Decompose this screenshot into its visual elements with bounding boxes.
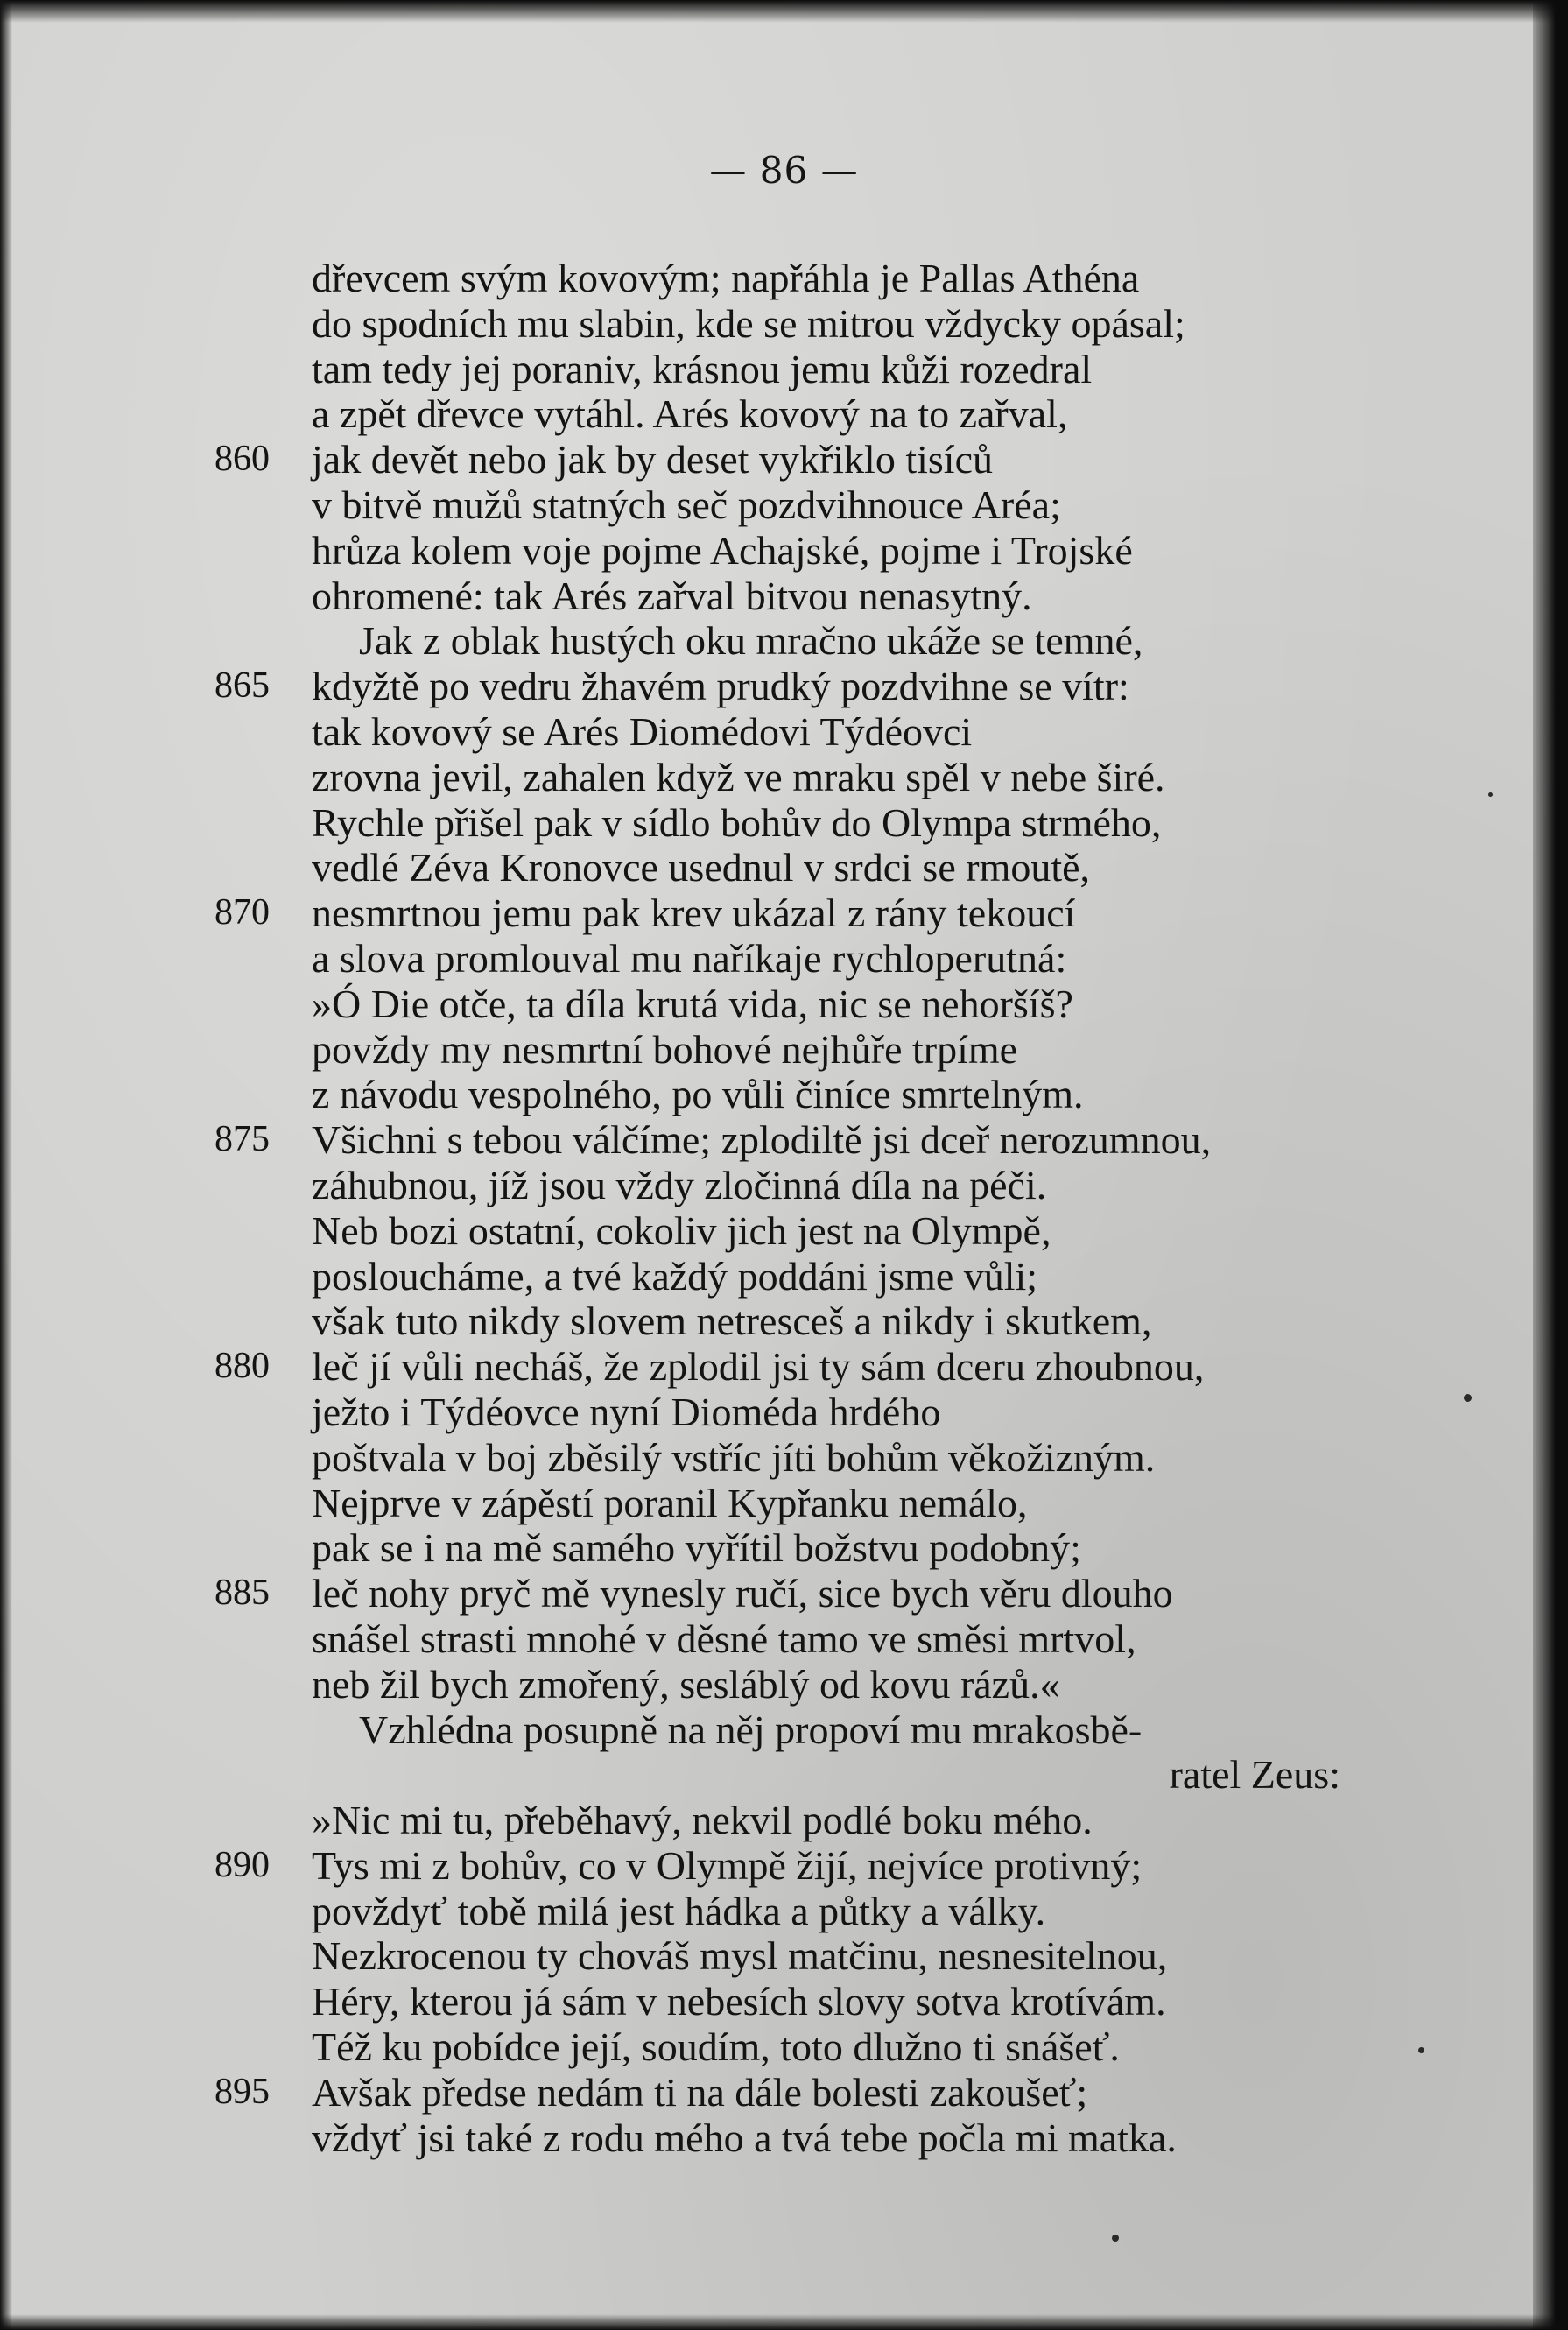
verse-text: vždyť jsi také z rodu mého a tvá tebe počla mi matka. — [312, 2115, 1177, 2160]
verse-text: Všichni s tebou válčíme; zplodiltě jsi dceř nerozumnou, — [312, 1117, 1212, 1163]
verse-text: nesmrtnou jemu pak krev ukázal z rány tekoucí — [312, 890, 1076, 936]
verse-text: z návodu vespolného, po vůli činíce smrtelným. — [312, 1072, 1084, 1117]
line-number: 885 — [214, 1573, 270, 1614]
verse-line — [0, 347, 1568, 392]
verse-line — [0, 1571, 1568, 1616]
verse-line — [0, 1798, 1568, 1843]
verse-line — [0, 890, 1568, 936]
verse-text: vedlé Zéva Kronovce usednul v srdci se rmoutě, — [312, 845, 1091, 890]
verse-line — [0, 2024, 1568, 2070]
verse-text: leč nohy pryč mě vynesly ručí, sice bych věru dlouho — [312, 1571, 1173, 1616]
line-number: 865 — [214, 665, 270, 707]
verse-text: dřevcem svým kovovým; napřáhla je Pallas Athéna — [312, 256, 1140, 300]
verse-text: snášel strasti mnohé v děsné tamo ve směsi mrtvol, — [312, 1616, 1136, 1661]
verse-text: »Nic mi tu, přeběhavý, nekvil podlé boku mého. — [312, 1798, 1093, 1843]
scan-speck — [1112, 2235, 1119, 2242]
verse-block — [0, 256, 1568, 2160]
verse-line — [0, 1707, 1568, 1753]
scan-edge-bottom — [0, 2314, 1568, 2330]
verse-text: »Ó Die otče, ta díla krutá vida, nic se nehoršíš? — [312, 981, 1073, 1026]
line-number: 870 — [214, 892, 270, 933]
verse-text: Héry, kterou já sám v nebesích slovy sotva krotívám. — [312, 1979, 1166, 2024]
line-number: 860 — [214, 439, 270, 480]
verse-text: záhubnou, jíž jsou vždy zločinná díla na péči. — [312, 1162, 1047, 1207]
verse-text: povždyť tobě milá jest hádka a půtky a války. — [312, 1888, 1046, 1933]
verse-line — [0, 1435, 1568, 1481]
verse-text: však tuto nikdy slovem netresceš a nikdy i skutkem, — [312, 1299, 1152, 1344]
line-number: 880 — [214, 1346, 270, 1387]
line-number: 875 — [214, 1119, 270, 1160]
verse-text: Tys mi z bohův, co v Olympě žijí, nejvíce protivný; — [312, 1842, 1143, 1888]
line-number: 895 — [214, 2071, 270, 2112]
verse-text: Avšak předse nedám ti na dále bolesti zakoušeť; — [312, 2069, 1088, 2115]
verse-line — [0, 528, 1568, 574]
verse-line — [0, 1889, 1568, 1934]
verse-line — [0, 1163, 1568, 1208]
verse-line — [0, 800, 1568, 846]
verse-line — [0, 709, 1568, 755]
verse-text: ratel Zeus: — [1169, 1752, 1340, 1798]
verse-line — [0, 664, 1568, 709]
verse-line — [0, 437, 1568, 482]
verse-text: ježto i Týdéovce nyní Dioméda hrdého — [312, 1389, 941, 1434]
verse-line — [0, 1843, 1568, 1889]
verse-line — [0, 845, 1568, 890]
verse-text: jak devět nebo jak by deset vykřiklo tisíců — [312, 437, 993, 482]
verse-line — [0, 1616, 1568, 1662]
verse-line — [0, 1117, 1568, 1163]
verse-line — [0, 1344, 1568, 1390]
verse-line — [0, 1525, 1568, 1571]
verse-text: Vzhlédna posupně na něj propoví mu mrakosbě- — [359, 1707, 1143, 1752]
verse-line — [0, 1027, 1568, 1073]
verse-line — [0, 2115, 1568, 2161]
verse-line — [0, 1752, 1568, 1798]
verse-text: zrovna jevil, zahalen když ve mraku spěl v nebe širé. — [312, 754, 1165, 799]
verse-text: a zpět dřevce vytáhl. Arés kovový na to zařval, — [312, 391, 1068, 437]
verse-text: Rychle přišel pak v sídlo bohův do Olympa strmého, — [312, 799, 1162, 845]
verse-line — [0, 1254, 1568, 1299]
verse-text: hrůza kolem voje pojme Achajské, pojme i Trojské — [312, 527, 1133, 573]
verse-line — [0, 256, 1568, 301]
verse-line — [0, 618, 1568, 664]
verse-text: pak se i na mě samého vyřítil božstvu podobný; — [312, 1525, 1081, 1571]
line-number: 890 — [214, 1844, 270, 1885]
verse-line — [0, 1933, 1568, 1979]
verse-line — [0, 482, 1568, 528]
verse-line — [0, 2070, 1568, 2115]
verse-text: Též ku pobídce její, soudím, toto dlužno ti snášeť. — [312, 2024, 1120, 2070]
verse-line — [0, 1072, 1568, 1117]
verse-text: tak kovový se Arés Diomédovi Týdéovci — [312, 708, 973, 754]
scan-edge-top — [0, 0, 1568, 23]
verse-text: tam tedy jej poraniv, krásnou jemu kůži rozedral — [312, 346, 1093, 391]
verse-text: v bitvě mužů statných seč pozdvihnouce Aréa; — [312, 482, 1061, 527]
verse-line — [0, 574, 1568, 619]
verse-line — [0, 1662, 1568, 1707]
verse-text: Nezkrocenou ty chováš mysl matčinu, nesnesitelnou, — [312, 1933, 1168, 1979]
verse-text: a slova promlouval mu naříkaje rychloperutná: — [312, 935, 1067, 981]
verse-line — [0, 1979, 1568, 2024]
verse-text: Jak z oblak hustých oku mračno ukáže se temné, — [359, 618, 1143, 664]
verse-text: povždy my nesmrtní bohové nejhůře trpíme — [312, 1026, 1018, 1072]
page-number: — 86 — — [709, 149, 859, 192]
verse-text: leč jí vůli necháš, že zplodil jsi ty sám dceru zhoubnou, — [312, 1344, 1205, 1390]
verse-line — [0, 982, 1568, 1027]
verse-text: Neb bozi ostatní, cokoliv jich jest na Olympě, — [312, 1207, 1051, 1253]
verse-line — [0, 1208, 1568, 1254]
verse-line — [0, 1481, 1568, 1526]
verse-text: poštvala v boj zběsilý vstříc jíti bohům věkožizným. — [312, 1434, 1156, 1480]
verse-line — [0, 936, 1568, 982]
verse-text: Nejprve v zápěstí poranil Kypřanku nemálo, — [312, 1480, 1028, 1525]
verse-line — [0, 1299, 1568, 1344]
verse-line — [0, 755, 1568, 800]
verse-text: kdyžtě po vedru žhavém prudký pozdvihne se vítr: — [312, 664, 1129, 709]
verse-text: ohromené: tak Arés zařval bitvou nenasytný. — [312, 573, 1032, 618]
verse-line — [0, 301, 1568, 347]
verse-text: neb žil bych zmořený, sesláblý od kovu rázů.« — [312, 1661, 1060, 1707]
verse-line — [0, 1390, 1568, 1435]
verse-line — [0, 391, 1568, 437]
verse-text: do spodních mu slabin, kde se mitrou vždycky opásal; — [312, 300, 1185, 346]
verse-text: posloucháme, a tvé každý poddáni jsme vůli; — [312, 1253, 1038, 1299]
